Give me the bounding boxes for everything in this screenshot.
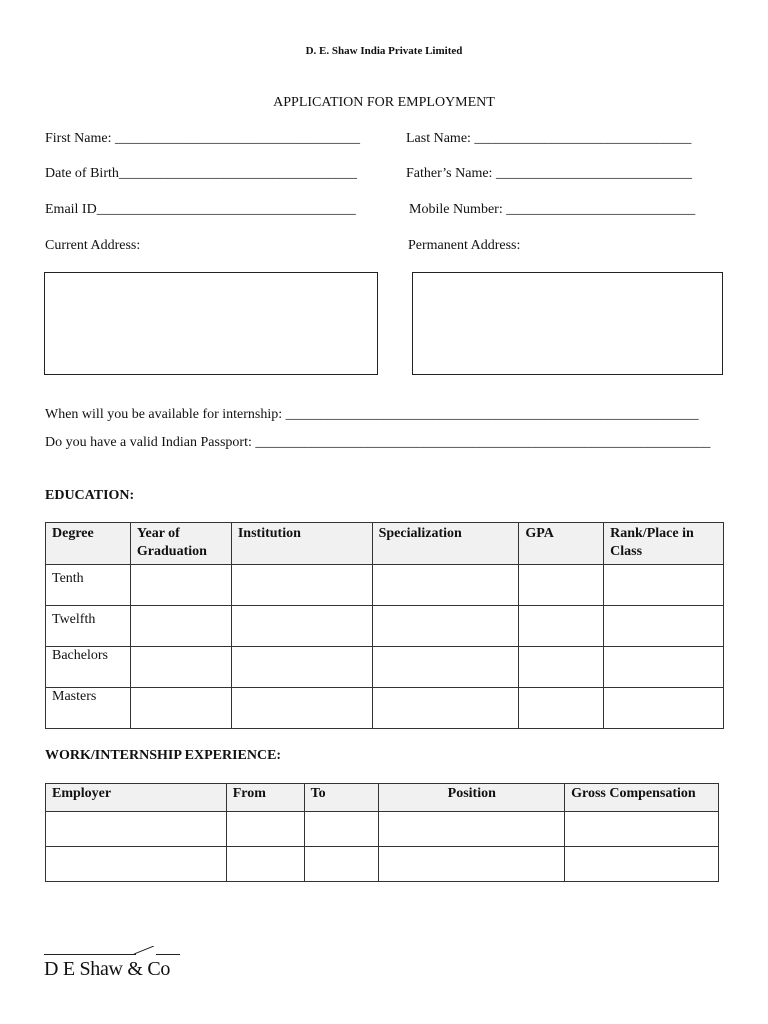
table-cell[interactable] bbox=[130, 565, 231, 606]
table-cell[interactable] bbox=[226, 847, 304, 882]
column-header: GPA bbox=[519, 523, 604, 565]
table-row bbox=[46, 847, 719, 882]
table-row bbox=[46, 688, 724, 729]
degree-cell: Masters bbox=[46, 688, 131, 729]
table-cell[interactable] bbox=[46, 847, 227, 882]
column-header: Gross Compensation bbox=[565, 784, 719, 812]
logo-rule-right bbox=[156, 954, 180, 955]
column-header: To bbox=[304, 784, 379, 812]
work-experience-table bbox=[45, 783, 719, 882]
permanent-address-label: Permanent Address: bbox=[408, 238, 521, 253]
date-of-birth-field[interactable]: Date of Birth__________________________________ bbox=[45, 166, 357, 181]
table-cell[interactable] bbox=[604, 606, 724, 647]
table-cell[interactable] bbox=[372, 565, 519, 606]
table-cell[interactable] bbox=[519, 688, 604, 729]
company-logo: D E Shaw & Co bbox=[44, 958, 171, 980]
table-cell[interactable] bbox=[379, 812, 565, 847]
column-header: Position bbox=[379, 784, 565, 812]
education-heading: EDUCATION: bbox=[45, 488, 135, 503]
last-name-field[interactable]: Last Name: _______________________________ bbox=[406, 131, 692, 146]
current-address-box[interactable] bbox=[44, 272, 378, 375]
column-header: From bbox=[226, 784, 304, 812]
degree-cell: Bachelors bbox=[46, 647, 131, 688]
table-cell[interactable] bbox=[604, 647, 724, 688]
table-row bbox=[46, 606, 724, 647]
column-header: Degree bbox=[46, 523, 131, 565]
column-header: Employer bbox=[46, 784, 227, 812]
column-header: Year of Graduation bbox=[130, 523, 231, 565]
mobile-number-field[interactable]: Mobile Number: ___________________________ bbox=[409, 202, 696, 217]
column-header: Specialization bbox=[372, 523, 519, 565]
table-cell[interactable] bbox=[130, 688, 231, 729]
email-field[interactable]: Email ID_____________________________________ bbox=[45, 202, 356, 217]
company-name: D. E. Shaw India Private Limited bbox=[305, 45, 463, 57]
column-header: Institution bbox=[231, 523, 372, 565]
passport-field[interactable]: Do you have a valid Indian Passport: _________________________________________________________________ bbox=[45, 435, 711, 450]
availability-field[interactable]: When will you be available for internship: ___________________________________________________________ bbox=[45, 407, 699, 422]
table-cell[interactable] bbox=[46, 812, 227, 847]
logo-rule-left bbox=[44, 954, 136, 955]
table-row bbox=[46, 565, 724, 606]
table-cell[interactable] bbox=[519, 606, 604, 647]
table-row bbox=[46, 812, 719, 847]
work-header-row bbox=[46, 784, 719, 812]
column-header: Rank/Place in Class bbox=[604, 523, 724, 565]
logo-slash-mark bbox=[134, 946, 154, 954]
table-cell[interactable] bbox=[565, 847, 719, 882]
table-cell[interactable] bbox=[304, 847, 379, 882]
table-cell[interactable] bbox=[372, 606, 519, 647]
permanent-address-box[interactable] bbox=[412, 272, 723, 375]
education-table bbox=[45, 522, 724, 729]
table-cell[interactable] bbox=[130, 647, 231, 688]
table-cell[interactable] bbox=[130, 606, 231, 647]
form-title: APPLICATION FOR EMPLOYMENT bbox=[273, 95, 495, 110]
table-cell[interactable] bbox=[604, 688, 724, 729]
table-cell[interactable] bbox=[372, 688, 519, 729]
current-address-label: Current Address: bbox=[45, 238, 141, 253]
table-cell[interactable] bbox=[231, 565, 372, 606]
fathers-name-field[interactable]: Father’s Name: ____________________________ bbox=[406, 166, 692, 181]
table-cell[interactable] bbox=[231, 647, 372, 688]
work-experience-heading: WORK/INTERNSHIP EXPERIENCE: bbox=[45, 748, 282, 763]
degree-cell: Twelfth bbox=[46, 606, 131, 647]
table-cell[interactable] bbox=[519, 565, 604, 606]
table-cell[interactable] bbox=[604, 565, 724, 606]
education-header-row bbox=[46, 523, 724, 565]
table-cell[interactable] bbox=[231, 688, 372, 729]
table-cell[interactable] bbox=[565, 812, 719, 847]
table-cell[interactable] bbox=[304, 812, 379, 847]
table-cell[interactable] bbox=[379, 847, 565, 882]
table-cell[interactable] bbox=[519, 647, 604, 688]
first-name-field[interactable]: First Name: ___________________________________ bbox=[45, 131, 360, 146]
table-cell[interactable] bbox=[372, 647, 519, 688]
table-cell[interactable] bbox=[226, 812, 304, 847]
table-row bbox=[46, 647, 724, 688]
degree-cell: Tenth bbox=[46, 565, 131, 606]
table-cell[interactable] bbox=[231, 606, 372, 647]
